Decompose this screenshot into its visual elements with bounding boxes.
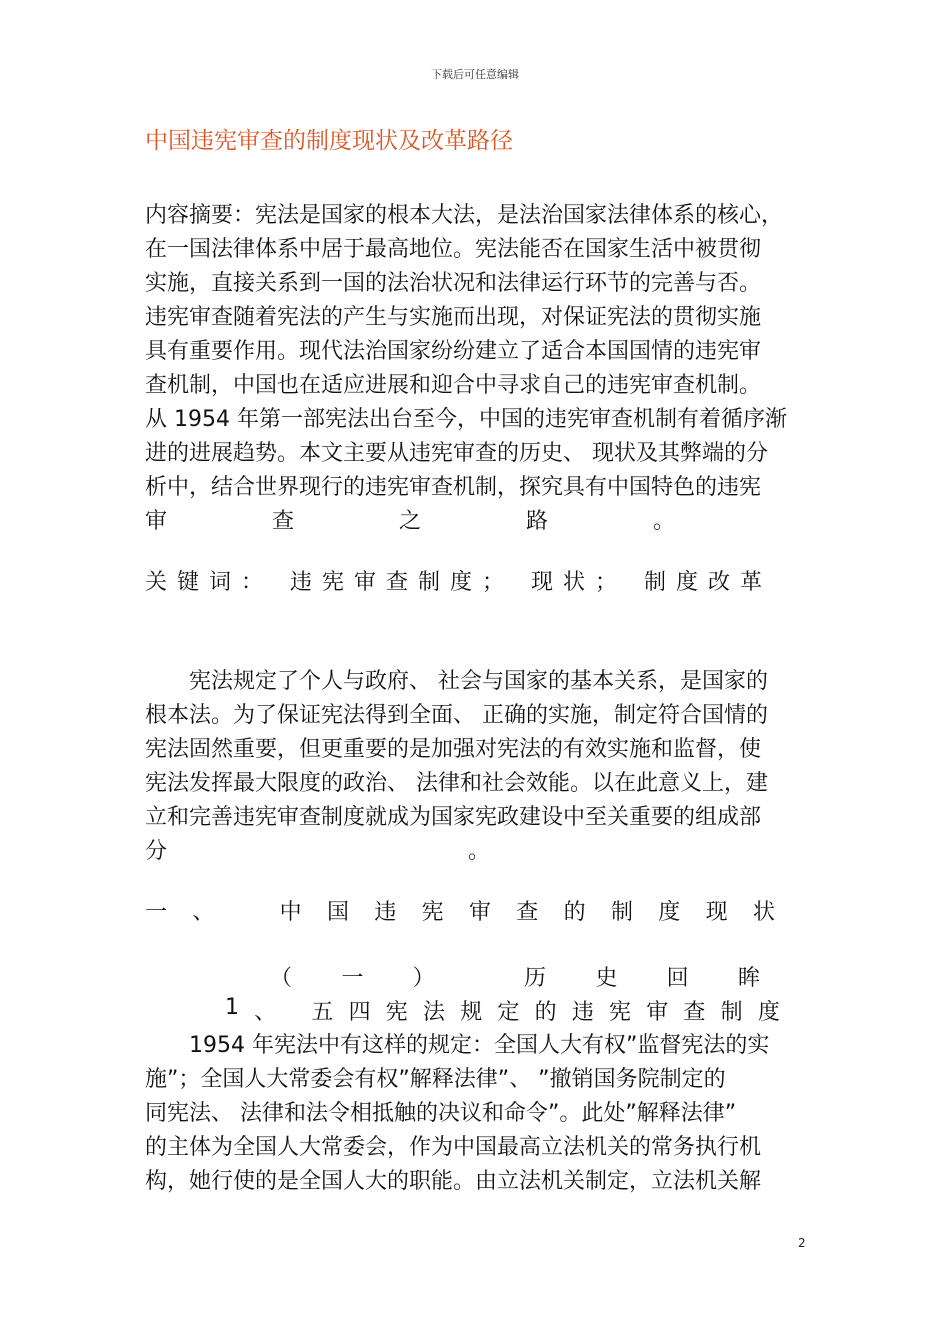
document-title: 中国违宪审查的制度现状及改革路径 — [145, 128, 513, 154]
intro-line: 宪法固然重要，但更重要的是加强对宪法的有效实施和监督，使 — [145, 737, 762, 762]
subsubsection-heading-char: 五 — [311, 1000, 334, 1025]
subsubsection-heading-char: 制 — [720, 1000, 743, 1025]
subsection-heading-char: （ — [270, 966, 293, 991]
abstract-paragraph — [145, 199, 810, 539]
intro-last-char: 。 — [467, 839, 490, 864]
abstract-line: 违宪审查随着宪法的产生与实施而出现，对保证宪法的贯彻实施 — [145, 305, 762, 330]
abstract-last-char: 之 — [398, 509, 421, 534]
section-heading — [145, 895, 775, 926]
abstract-last-char: 审 — [145, 509, 168, 534]
body-line: 1954 年宪法中有这样的规定：全国人大有权”监督宪法的实 — [189, 1033, 770, 1058]
section-heading-char: 违 — [374, 900, 397, 925]
subsubsection-heading-char: 审 — [646, 1000, 669, 1025]
intro-last-char: 分 — [145, 839, 168, 864]
abstract-last-char: 路 — [525, 509, 548, 534]
body-line: 构，她行使的是全国人大的职能。由立法机关制定，立法机关解 — [145, 1169, 762, 1194]
abstract-last-char: 。 — [652, 509, 675, 534]
subsection-heading-char: 一 — [341, 966, 364, 991]
intro-line: 根本法。为了保证宪法得到全面、 正确的实施，制定符合国情的 — [145, 703, 768, 728]
subsubsection-heading-char: 违 — [571, 1000, 594, 1025]
subsubsection-heading-char: 查 — [683, 1000, 706, 1025]
subsubsection-heading-char: 宪 — [385, 1000, 408, 1025]
subsubsection-heading-char: 规 — [460, 1000, 483, 1025]
keywords-line: 关键词： 违宪审查制度； 现状； 制度改革 — [145, 570, 772, 595]
subsection-heading — [270, 961, 760, 992]
section-heading-char: 度 — [658, 900, 681, 925]
subsubsection-heading-char: 的 — [534, 1000, 557, 1025]
subsubsection-heading-char: 法 — [423, 1000, 446, 1025]
intro-line: 宪法规定了个人与政府、 社会与国家的基本关系，是国家的 — [189, 669, 768, 694]
abstract-line: 具有重要作用。现代法治国家纷纷建立了适合本国国情的违宪审 — [145, 339, 762, 364]
section-heading-char: 查 — [516, 900, 539, 925]
subsubsection-heading-char: 定 — [497, 1000, 520, 1025]
intro-line: 立和完善违宪审查制度就成为国家宪政建设中至关重要的组成部 — [145, 805, 762, 830]
intro-paragraph — [145, 665, 810, 869]
section-heading-char: 的 — [563, 900, 586, 925]
abstract-line: 析中，结合世界现行的违宪审查机制，探究具有中国特色的违宪 — [145, 475, 762, 500]
abstract-line: 在一国法律体系中居于最高地位。宪法能否在国家生活中被贯彻 — [145, 237, 762, 262]
body-line: 同宪法、 法律和法令相抵触的决议和命令”。此处”解释法律” — [145, 1101, 737, 1126]
body-paragraph — [145, 1029, 810, 1199]
section-heading-char: 国 — [326, 900, 349, 925]
body-line: 的主体为全国人大常委会，作为中国最高立法机关的常务执行机 — [145, 1135, 762, 1160]
subsubsection-heading — [225, 995, 780, 1026]
subsection-heading-char: 史 — [595, 966, 618, 991]
abstract-line: 查机制，中国也在适应进展和迎合中寻求自己的违宪审查机制。 — [145, 373, 762, 398]
page-number: 2 — [798, 1236, 806, 1250]
subsection-heading-char: 回 — [666, 966, 689, 991]
section-heading-char: 中 — [279, 900, 302, 925]
section-heading-char: 现 — [705, 900, 728, 925]
section-heading-char: 一 — [145, 900, 168, 925]
abstract-line: 内容摘要：宪法是国家的根本大法，是法治国家法律体系的核心， — [145, 203, 784, 228]
intro-last-line — [145, 835, 490, 869]
subsection-heading-char: 眸 — [737, 966, 760, 991]
section-heading-char: 、 — [192, 900, 215, 925]
abstract-line: 从 1954 年第一部宪法出台至今，中国的违宪审查机制有着循序渐 — [145, 407, 787, 432]
subsection-heading-char: ） — [412, 966, 435, 991]
subsection-heading-char: 历 — [523, 966, 546, 991]
subsubsection-heading-char: 、 — [254, 1000, 277, 1025]
subsubsection-heading-char: 四 — [348, 1000, 371, 1025]
header-note: 下载后可任意编辑 — [431, 68, 519, 81]
section-heading-char: 制 — [610, 900, 633, 925]
subsubsection-heading-char: 1 — [225, 995, 239, 1020]
abstract-line: 实施，直接关系到一国的法治状况和法律运行环节的完善与否。 — [145, 271, 762, 296]
body-line: 施”；全国人大常委会有权”解释法律”、 ”撤销国务院制定的 — [145, 1067, 726, 1092]
subsubsection-heading-char: 度 — [757, 1000, 780, 1025]
abstract-last-char: 查 — [271, 509, 294, 534]
abstract-line: 进的进展趋势。本文主要从违宪审查的历史、 现状及其弊端的分 — [145, 441, 768, 466]
section-heading-char: 状 — [752, 900, 775, 925]
abstract-last-line — [145, 505, 675, 539]
intro-line: 宪法发挥最大限度的政治、 法律和社会效能。以在此意义上，建 — [145, 771, 768, 796]
section-heading-char: 审 — [468, 900, 491, 925]
subsubsection-heading-char: 宪 — [609, 1000, 632, 1025]
section-heading-char: 宪 — [421, 900, 444, 925]
